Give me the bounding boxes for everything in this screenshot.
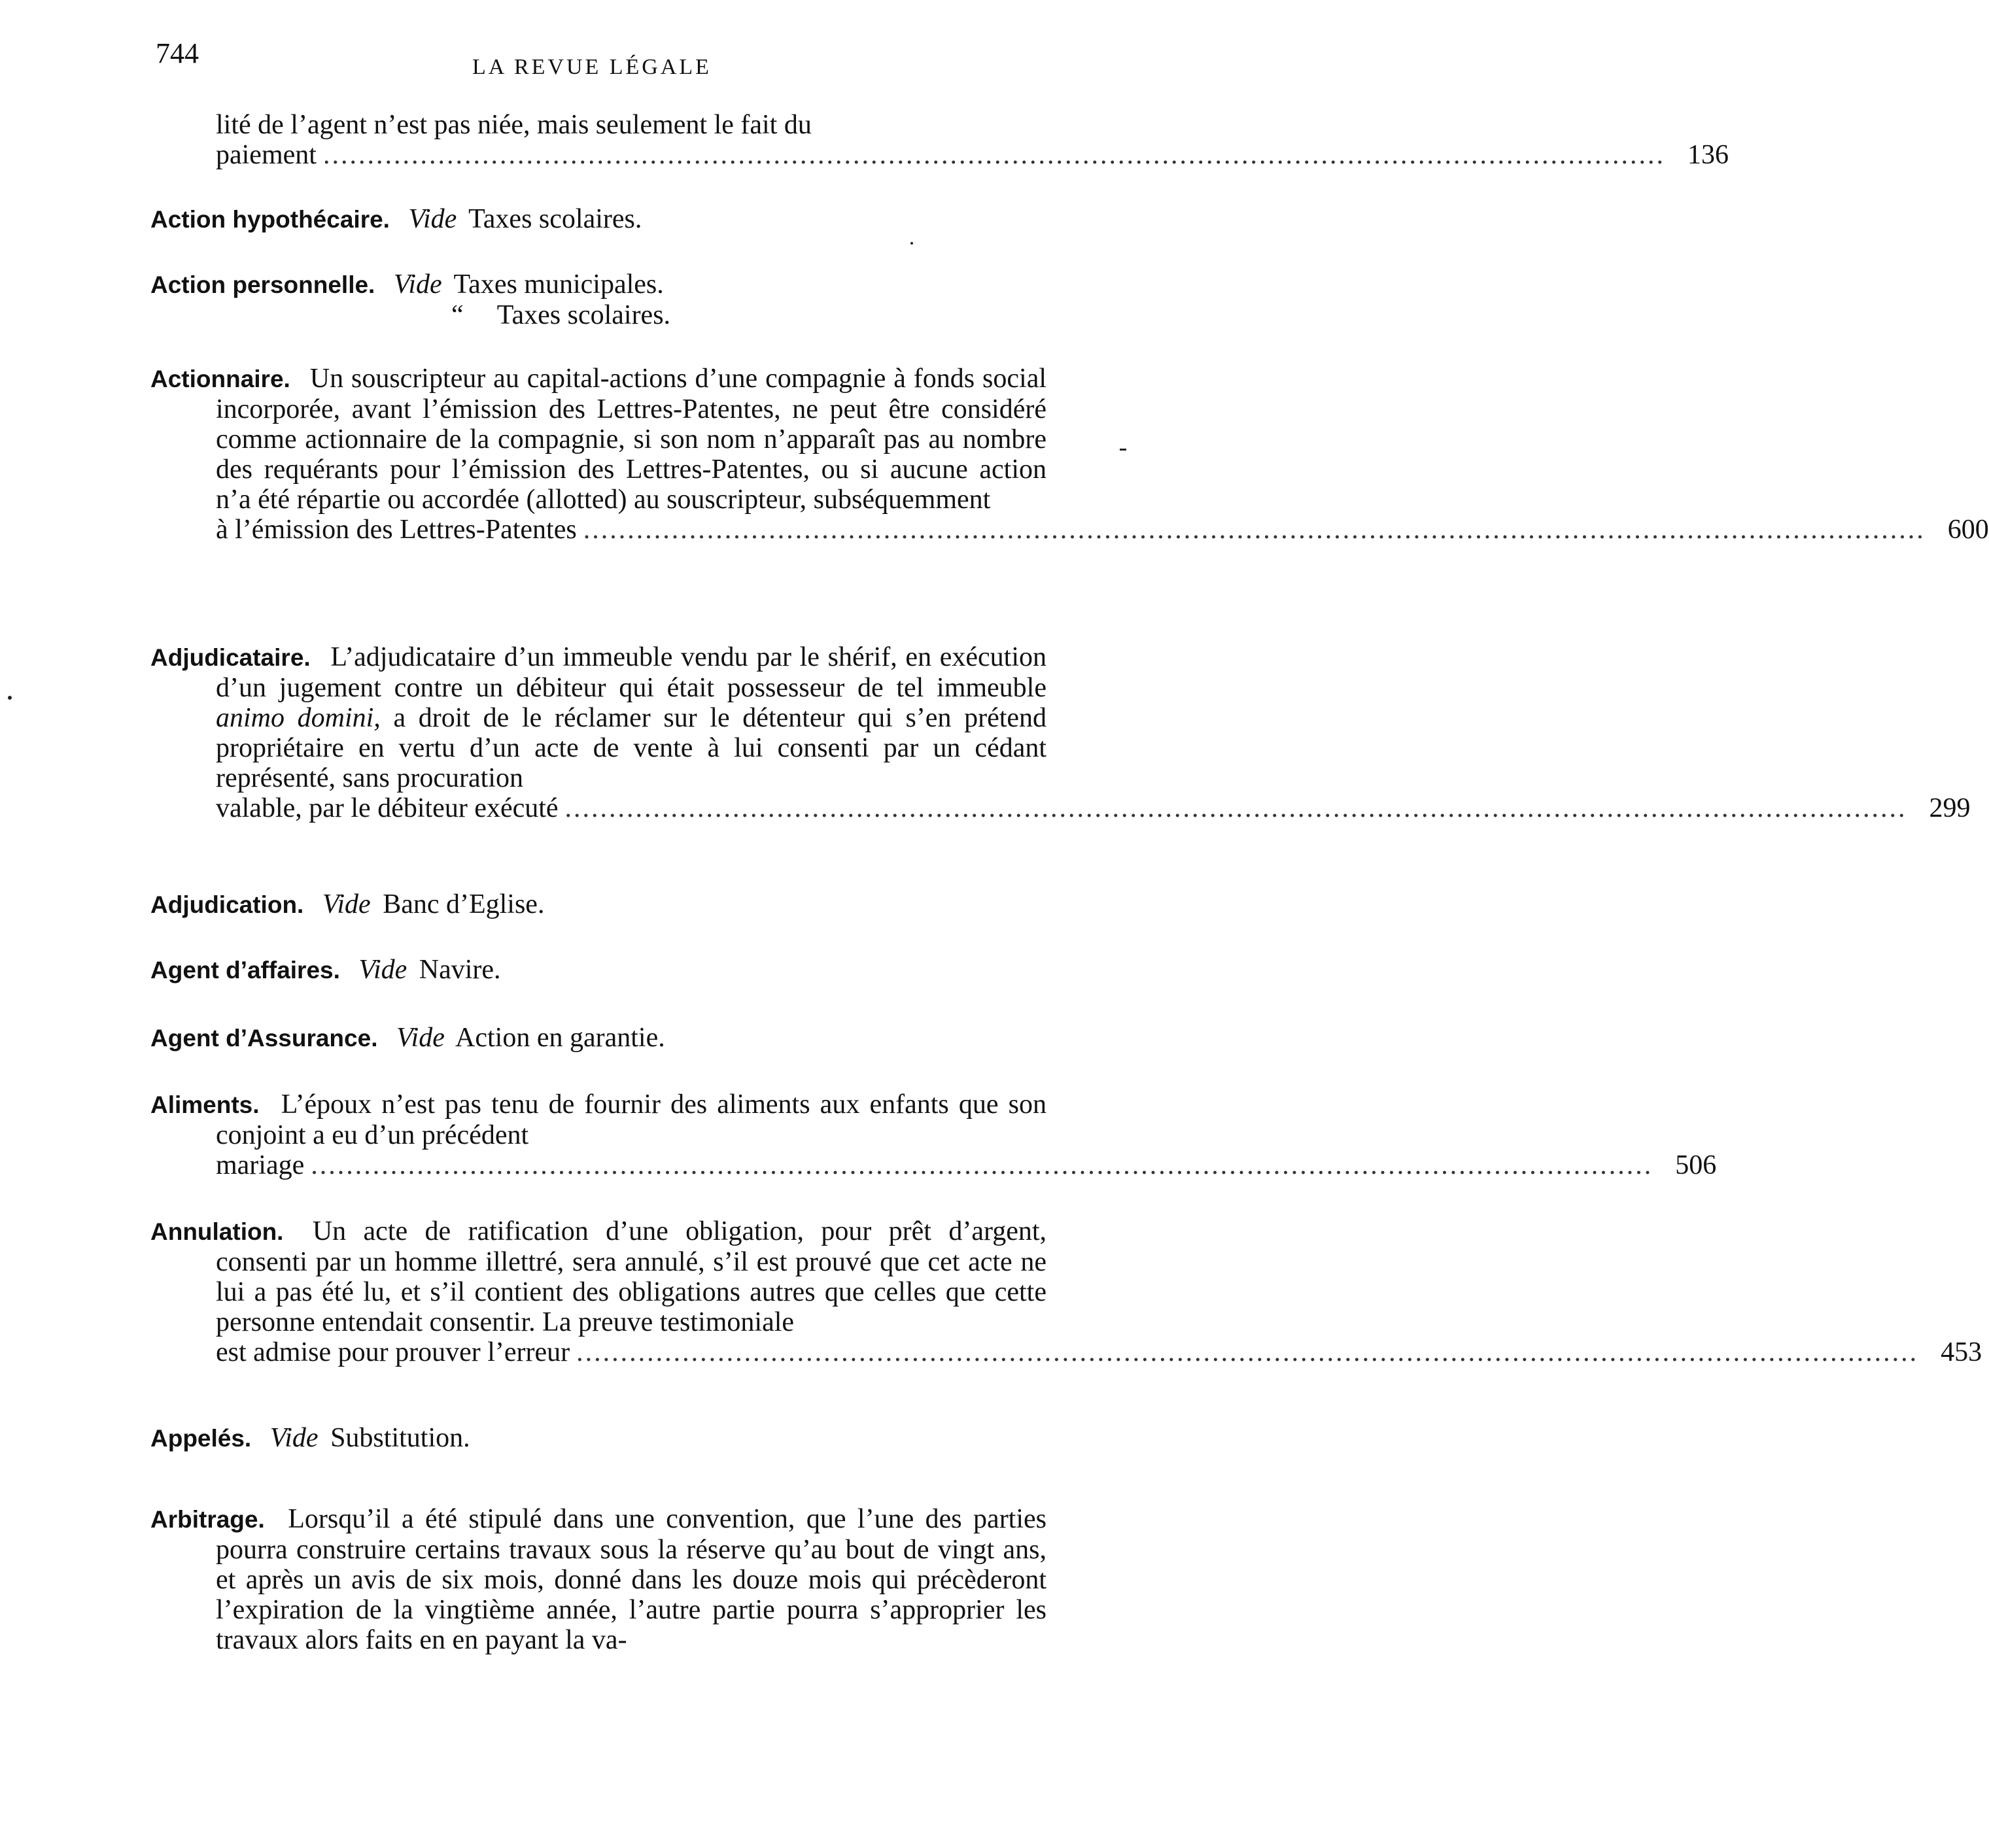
entry-last-line (150, 140, 1729, 170)
entry-last-line (150, 1150, 1717, 1180)
see-reference-row (150, 204, 1046, 235)
margin-mark (1120, 449, 1126, 451)
leader-dots: ........................................................................................................................................................ (583, 515, 1926, 545)
headword: Action personnelle. (150, 271, 375, 298)
entry-text: L’époux n’est pas tenu de fournir des aliments aux enfants que son conjoint a eu d’un précédent (216, 1089, 1046, 1150)
entry-body (150, 1504, 1046, 1655)
cross-reference: Taxes municipales. (453, 269, 664, 299)
page-number: 744 (156, 37, 199, 69)
entry-text: Un souscripteur au capital-actions d’une compagnie à fonds social incorporée, avant l’émission des Lettres-Patentes, ne peut être considéré comme actionnaire de la compagnie, si son nom n’apparaît pas au nombre des requérants pour l’émission des Lettres-Patentes, ou si aucune action n’a été répartie ou accordée (allotted) au souscripteur, subséquemment (216, 364, 1047, 515)
running-title: LA REVUE LÉGALE (472, 55, 712, 79)
see-reference-row (150, 1023, 1046, 1053)
see-reference-row (150, 889, 1046, 920)
entry-action-personnelle (150, 269, 1046, 330)
page-reference: 600 (1947, 515, 1989, 545)
cross-reference: Substitution. (330, 1423, 470, 1453)
entry-continuation (150, 110, 1729, 170)
entry-agent-affaires (150, 955, 1046, 985)
entry-text: a droit de le réclamer sur le détenteur qui s’en prétend propriétaire en vertu d’un acte de vente à lui consenti par un cédant représenté, sans procuration (216, 703, 1047, 793)
entry-aliments (150, 1089, 1717, 1180)
entry-text: Lorsqu’il a été stipulé dans une convention, que l’une des parties pourra construire certains travaux sous la réserve qu’au bout de vingt ans, et après un avis de six mois, donné dans les douze mois qui précèderont l’expiration de la vingtième année, l’autre partie pourra s’approprier les travaux alors faits en en payant la va- (216, 1504, 1047, 1655)
headword: Arbitrage. (150, 1506, 265, 1533)
see-reference-row (150, 1423, 1046, 1454)
leader-dots: ........................................................................................................................................................ (311, 1150, 1653, 1180)
cross-reference: Taxes scolaires. (468, 204, 642, 234)
vide-label: Vide (408, 204, 457, 234)
vide-label: Vide (269, 1423, 319, 1453)
headword: Appelés. (150, 1425, 252, 1452)
entry-actionnaire (150, 364, 1989, 545)
ditto-mark: “ (451, 300, 464, 330)
cross-reference: Action en garantie. (455, 1023, 665, 1053)
ditto-reference-row (150, 300, 1046, 330)
entry-text: Un acte de ratification d’une obligation, pour prêt d’argent, consenti par un homme illettré, sera annulé, s’il est prouvé que cet acte ne lui a pas été lu, et s’il contient des obligations autres que celles que cette personne entendait consentir. La preuve testimoniale (216, 1216, 1047, 1337)
entry-body (150, 364, 1046, 515)
entry-action-hypothecaire (150, 204, 1046, 235)
entry-last-line (150, 515, 1989, 545)
cross-reference: Banc d’Eglise. (383, 889, 545, 919)
entry-arbitrage (150, 1504, 1046, 1655)
entry-text: lité de l’agent n’est pas niée, mais seulement le fait du (216, 110, 812, 140)
vide-label: Vide (358, 955, 407, 985)
entry-body (150, 642, 1046, 793)
entry-annulation (150, 1216, 1982, 1367)
headword: Action hypothécaire. (150, 206, 390, 233)
margin-speck (8, 696, 12, 700)
headword: Adjudicataire. (150, 644, 311, 671)
entry-adjudicataire (150, 642, 1971, 823)
headword: Adjudication. (150, 891, 304, 918)
headword: Annulation. (150, 1218, 284, 1245)
entry-last-line (150, 1337, 1982, 1367)
page-reference: 136 (1687, 140, 1729, 170)
entry-tail: mariage (216, 1150, 305, 1180)
page-reference: 453 (1941, 1337, 1982, 1367)
vide-label: Vide (393, 269, 442, 299)
entry-body (150, 1089, 1046, 1150)
margin-speck (910, 242, 913, 245)
entry-last-line (150, 793, 1971, 823)
see-reference-row (150, 955, 1046, 985)
entry-tail: à l’émission des Lettres-Patentes (216, 515, 577, 545)
cross-reference: Navire. (419, 955, 501, 985)
entry-body (150, 1216, 1046, 1337)
headword: Actionnaire. (150, 366, 290, 392)
page-reference: 506 (1675, 1150, 1717, 1180)
headword: Agent d’affaires. (150, 957, 340, 984)
see-reference-row (150, 269, 1046, 300)
entry-adjudication (150, 889, 1046, 920)
entry-tail: paiement (216, 140, 317, 170)
page-reference: 299 (1929, 793, 1971, 823)
vide-label: Vide (396, 1023, 445, 1053)
entry-text: L’adjudicataire d’un immeuble vendu par le shérif, en exécution d’un jugement contre un débiteur qui était possesseur de tel immeuble (216, 642, 1047, 703)
leader-dots: ........................................................................................................................................................ (564, 793, 1907, 823)
latin-phrase: animo domini, (216, 703, 381, 733)
entry-appeles (150, 1423, 1046, 1454)
leader-dots: ........................................................................................................................................................ (322, 140, 1665, 170)
entry-tail: valable, par le débiteur exécuté (216, 793, 559, 823)
vide-label: Vide (322, 889, 371, 919)
entry-agent-assurance (150, 1023, 1046, 1053)
headword: Aliments. (150, 1091, 260, 1118)
cross-reference: Taxes scolaires. (496, 300, 671, 330)
leader-dots: ........................................................................................................................................................ (576, 1337, 1919, 1367)
entry-tail: est admise pour prouver l’erreur (216, 1337, 570, 1367)
headword: Agent d’Assurance. (150, 1025, 378, 1052)
